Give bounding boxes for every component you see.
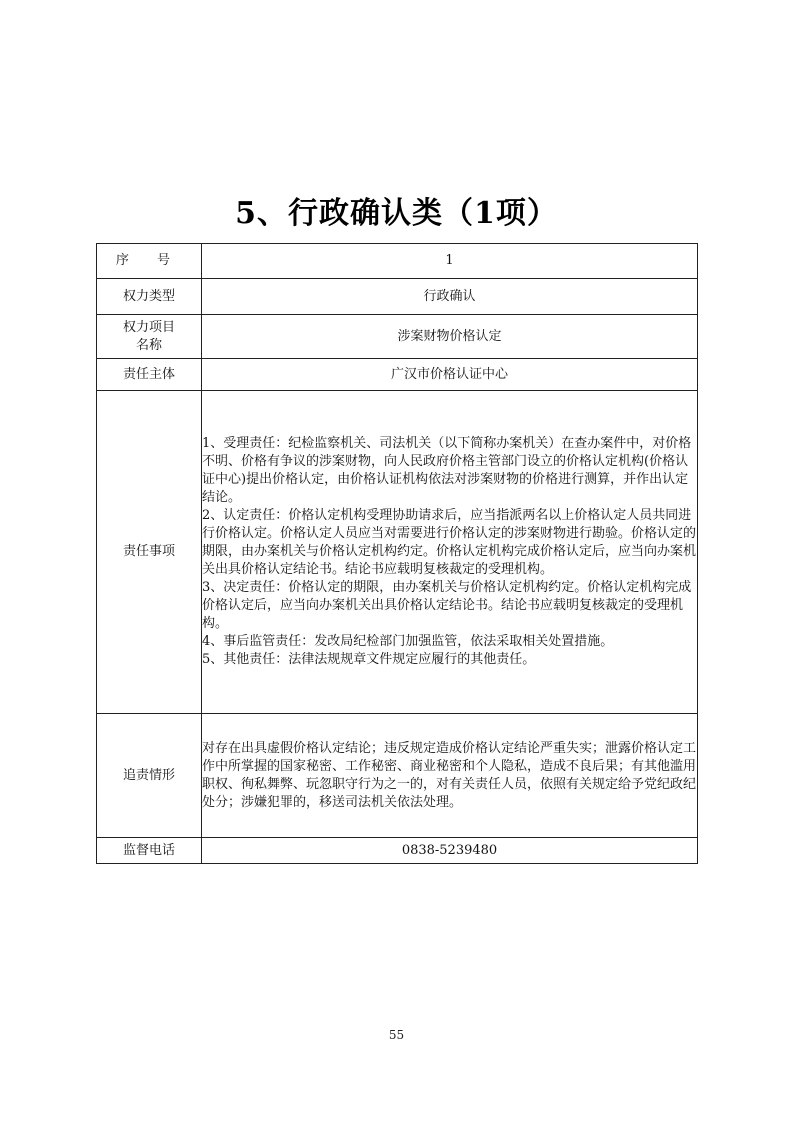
duty-paragraph-3: 3、决定责任：价格认定的期限，由办案机关与价格认定机构约定。价格认定机构完成价格认定后，应当向办案机关出具价格认定结论书。结论书应载明复核裁定的受理机构。 [202, 580, 692, 631]
subject-label: 责任主体 [97, 359, 202, 391]
duties-text [202, 391, 698, 714]
power-name-value: 涉案财物价格认定 [202, 315, 698, 359]
table-row-phone [97, 838, 698, 864]
power-type-value: 行政确认 [202, 279, 698, 315]
serial-value: 1 [202, 244, 698, 279]
serial-label-text: 序 号 [115, 253, 183, 268]
table-row-serial [97, 244, 698, 279]
accountability-text: 对存在出具虚假价格认定结论；违反规定造成价格认定结论严重失实；泄露价格认定工作中所掌握的国家秘密、工作秘密、商业秘密和个人隐私，造成不良后果；有其他滥用职权、徇私舞弊、玩忽职守行为之一的，对有关责任人员，依照有关规定给予党纪政纪处分；涉嫌犯罪的，移送司法机关依法处理。 [202, 714, 698, 838]
duty-paragraph-1: 1、受理责任：纪检监察机关、司法机关（以下简称办案机关）在查办案件中，对价格不明、价格有争议的涉案财物，向人民政府价格主管部门设立的价格认定机构(价格认证中心)提出价格认定，由价格认证机构依法对涉案财物的价格进行测算，并作出认定结论。 [202, 436, 692, 505]
power-name-label-line2: 名称 [135, 337, 162, 353]
duty-paragraph-5: 5、其他责任：法律法规规章文件规定应履行的其他责任。 [202, 652, 536, 667]
serial-label [97, 244, 202, 279]
page-title: 5、行政确认类（1项） [235, 196, 558, 231]
duty-paragraph-2: 2、认定责任：价格认定机构受理协助请求后，应当指派两名以上价格认定人员共同进行价格认定。价格认定人员应当对需要进行价格认定的涉案财物进行勘验。价格认定的期限，由办案机关与价格认定机构约定。价格认定机构完成价格认定后，应当向办案机关出具价格认定结论书。结论书应载明复核裁定的受理机构。 [202, 508, 697, 577]
table-row-accountability [97, 714, 698, 838]
power-name-label-line1: 权力项目 [122, 319, 175, 335]
phone-label: 监督电话 [97, 838, 202, 864]
power-type-label: 权力类型 [97, 279, 202, 315]
table-row-power-name [97, 315, 698, 359]
duties-label: 责任事项 [97, 391, 202, 714]
power-name-label [97, 315, 202, 359]
accountability-label: 追责情形 [97, 714, 202, 838]
page-number: 55 [388, 1028, 405, 1042]
table-row-power-type [97, 279, 698, 315]
table-row-duties [97, 391, 698, 714]
subject-value: 广汉市价格认证中心 [202, 359, 698, 391]
responsibility-table [96, 243, 698, 864]
phone-value: 0838-5239480 [202, 838, 698, 864]
duty-paragraph-4: 4、事后监管责任：发改局纪检部门加强监管，依法采取相关处置措施。 [202, 634, 614, 649]
table-row-subject [97, 359, 698, 391]
